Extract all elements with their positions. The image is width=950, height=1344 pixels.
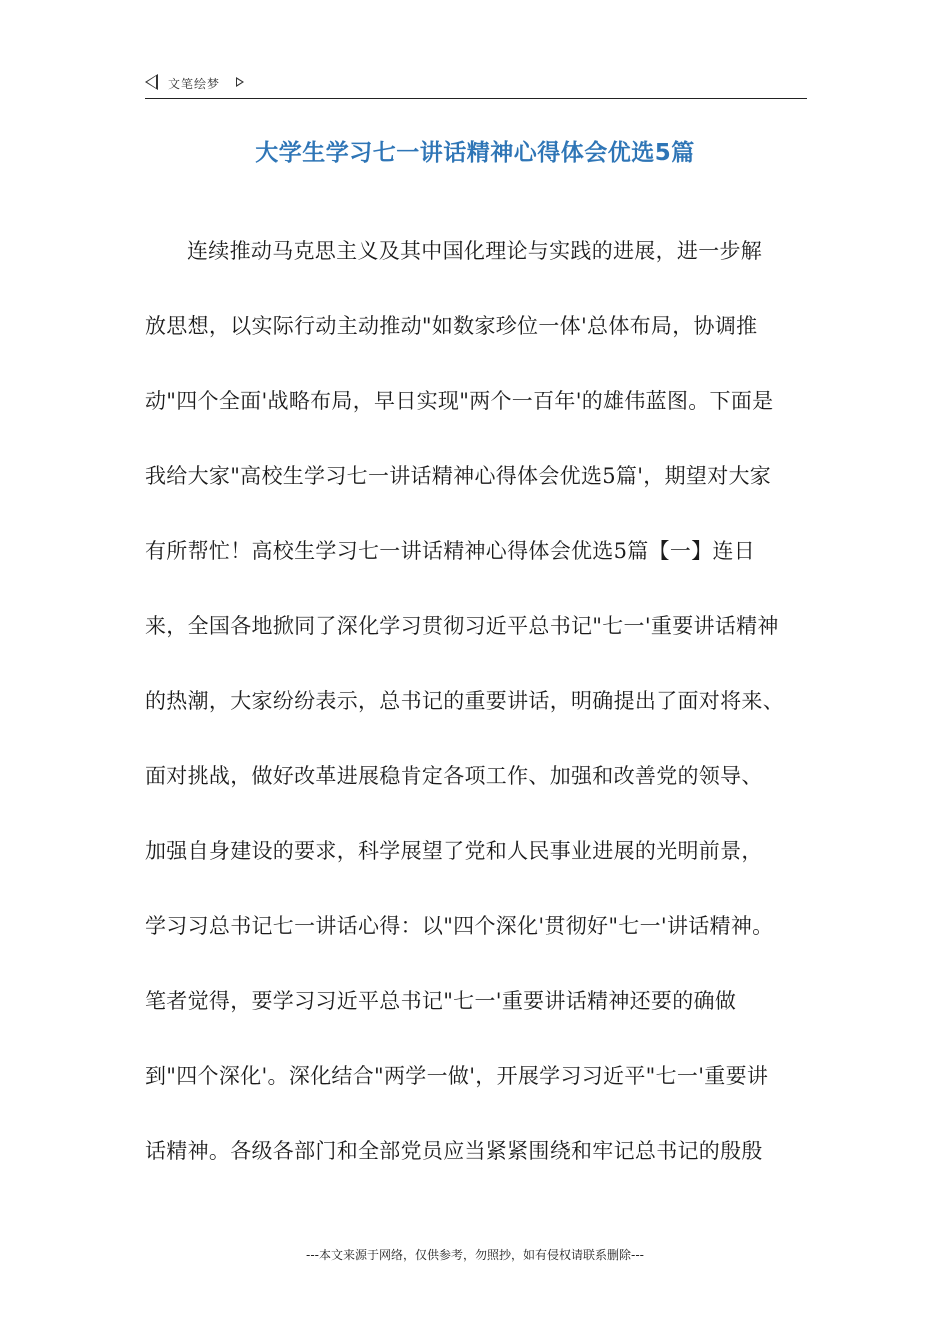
page-header xyxy=(145,72,807,99)
document-title: 大学生学习七一讲话精神心得体会优选5篇 xyxy=(255,140,695,166)
body-line: 面对挑战，做好改革进展稳肯定各项工作、加强和改善党的领导、 xyxy=(145,764,763,788)
document-body xyxy=(145,237,807,1212)
body-line: 加强自身建设的要求，科学展望了党和人民事业进展的光明前景， xyxy=(145,839,763,863)
body-line: 到"四个深化'。深化结合"两学一做'，开展学习习近平"七一'重要讲 xyxy=(145,1064,769,1088)
body-line: 话精神。各级各部门和全部党员应当紧紧围绕和牢记总书记的殷殷 xyxy=(145,1139,763,1163)
body-line: 连续推动马克思主义及其中国化理论与实践的进展，进一步解 xyxy=(187,239,763,263)
header-brand: 文笔绘梦 xyxy=(168,77,221,91)
triangle-left-icon xyxy=(145,74,158,90)
body-line: 学习习总书记七一讲话心得：以"四个深化'贯彻好"七一'讲话精神。 xyxy=(145,914,774,938)
triangle-right-icon xyxy=(236,77,244,87)
body-line: 有所帮忙！高校生学习七一讲话精神心得体会优选5篇【一】连日 xyxy=(145,539,756,563)
body-line: 笔者觉得，要学习习近平总书记"七一'重要讲话精神还要的确做 xyxy=(145,989,737,1013)
body-line: 放思想，以实际行动主动推动"如数家珍位一体'总体布局，协调推 xyxy=(145,314,758,338)
body-line: 的热潮，大家纷纷表示，总书记的重要讲话，明确提出了面对将来、 xyxy=(145,689,784,713)
body-line: 我给大家"高校生学习七一讲话精神心得体会优选5篇'，期望对大家 xyxy=(145,464,772,488)
page-footer: ---本文来源于网络，仅供参考，勿照抄，如有侵权请联系删除--- xyxy=(306,1248,644,1262)
body-line: 来，全国各地掀同了深化学习贯彻习近平总书记"七一'重要讲话精神 xyxy=(145,614,779,638)
body-line: 动"四个全面'战略布局，早日实现"两个一百年'的雄伟蓝图。下面是 xyxy=(145,389,774,413)
